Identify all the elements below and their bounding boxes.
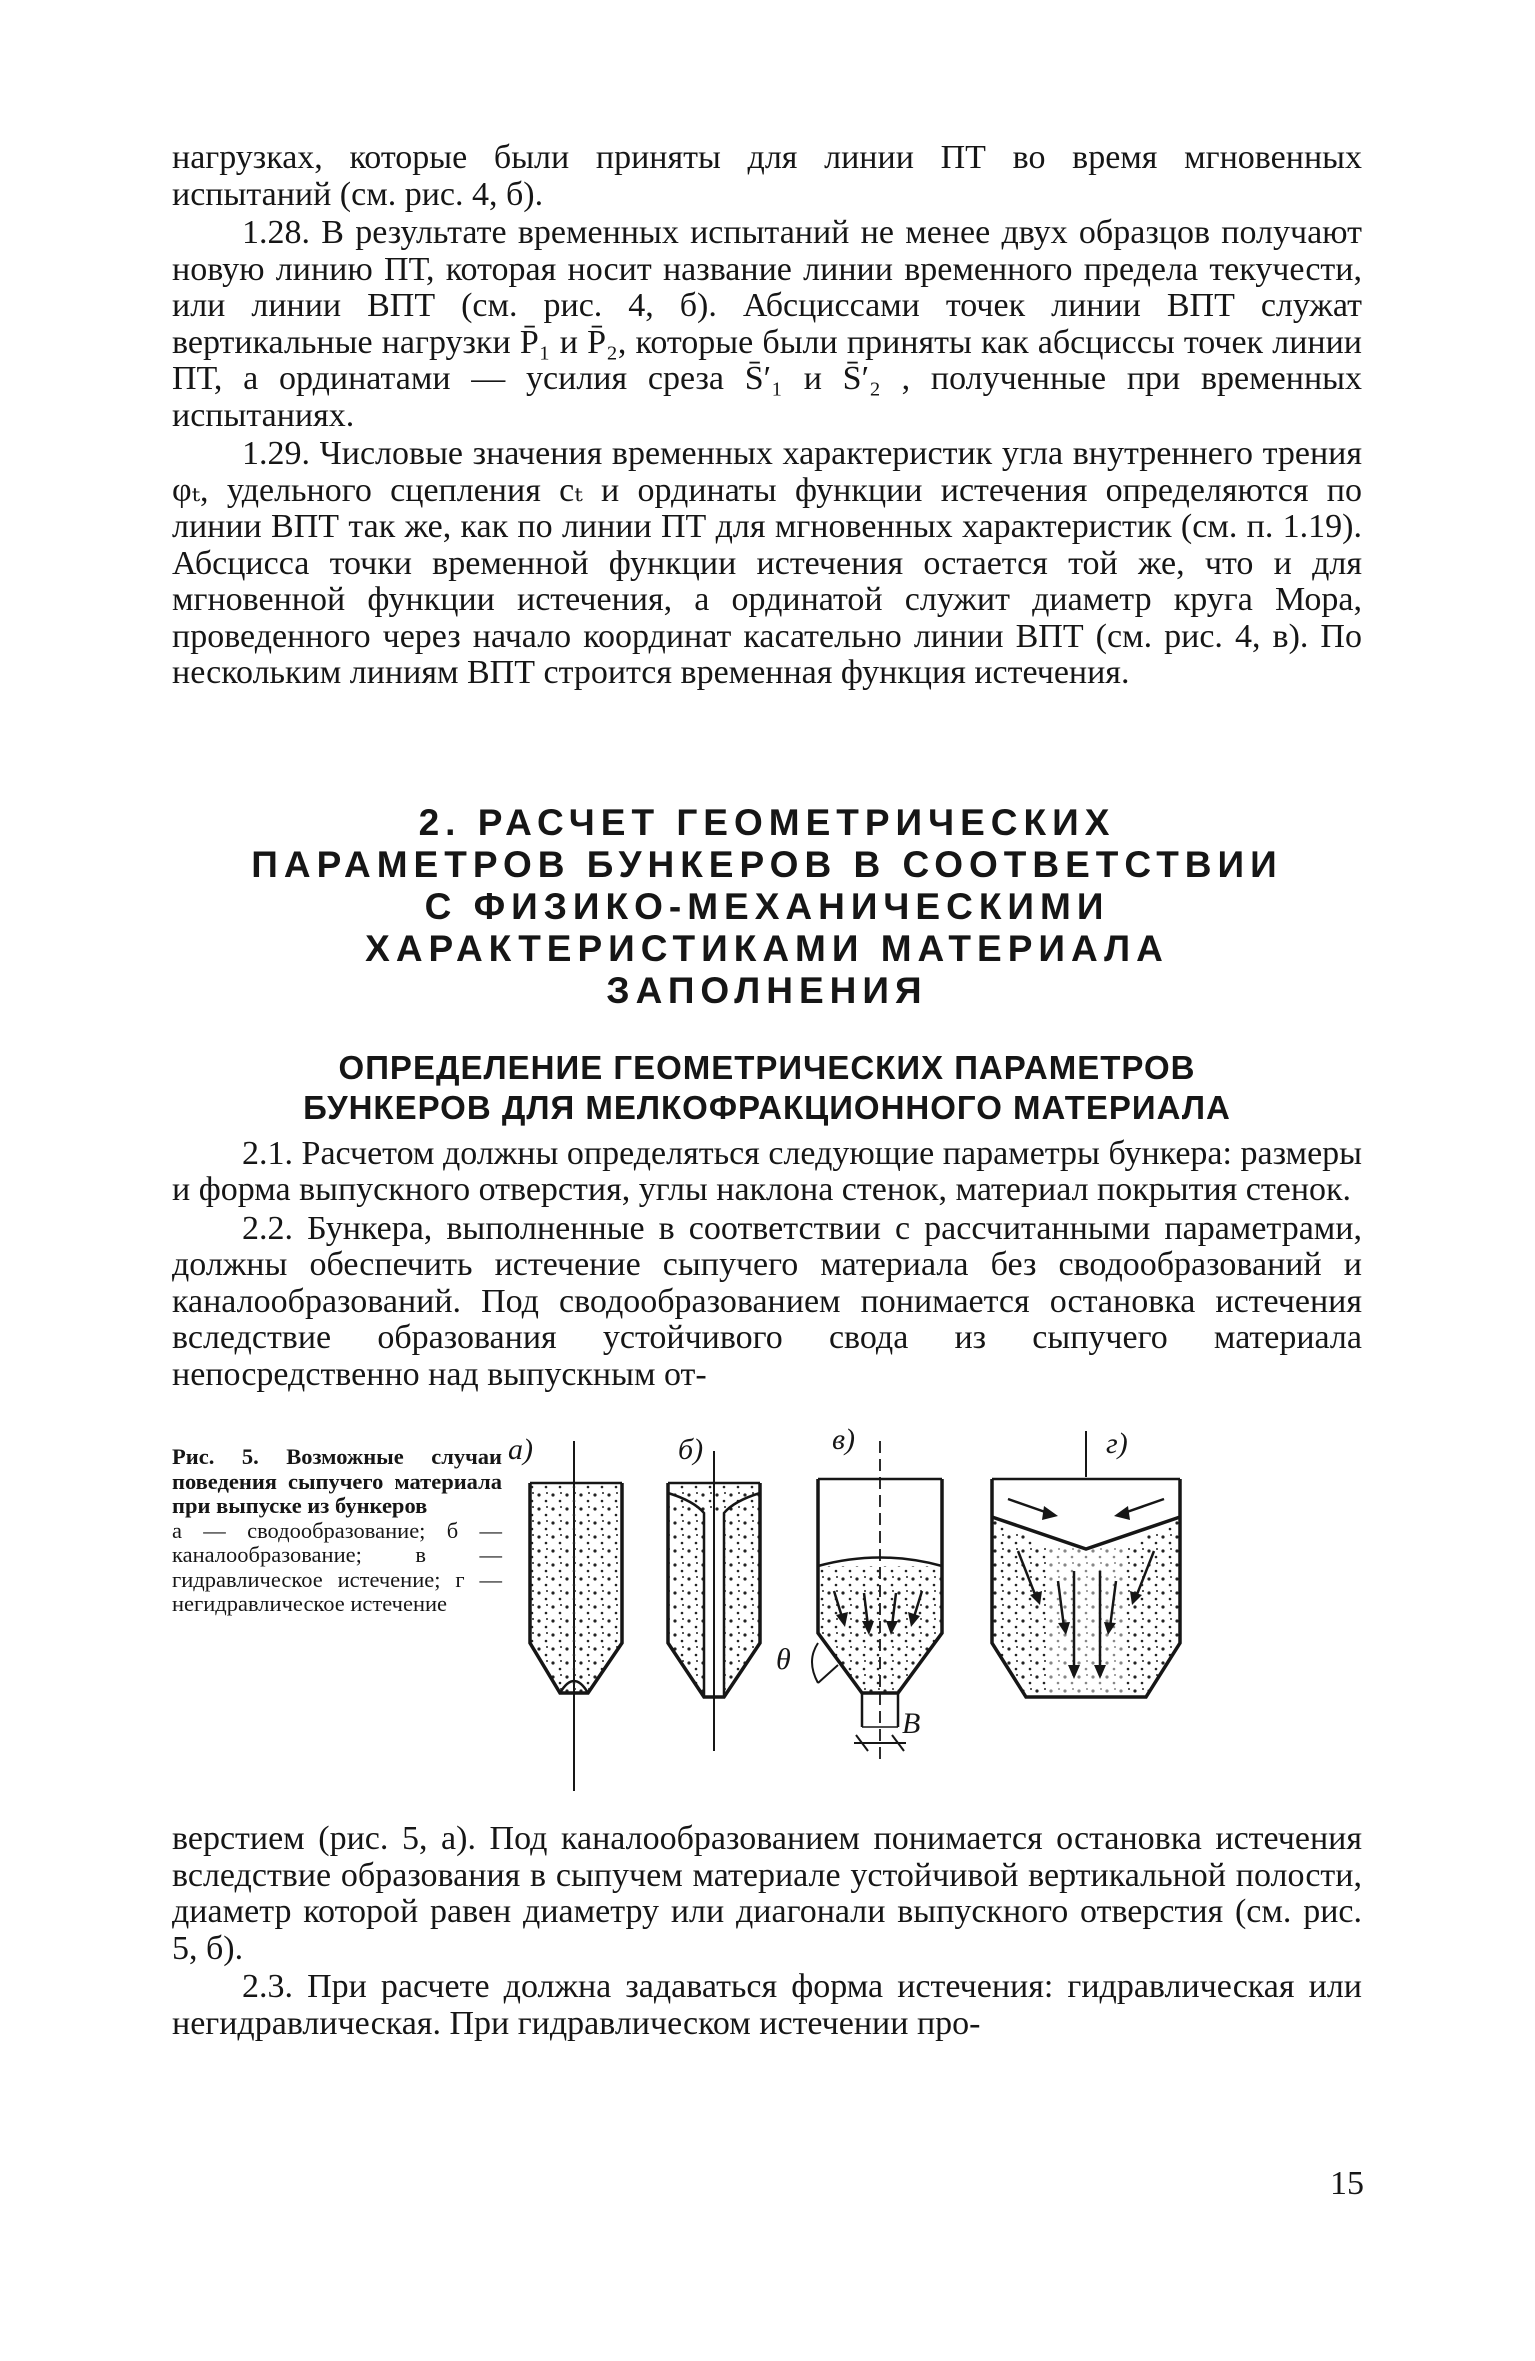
page-number: 15 [1330, 2165, 1364, 2202]
paragraph-continuation: нагрузках, которые были приняты для линии ПТ во время мгновенных испытаний (см. рис. 4, б). [172, 139, 1362, 213]
bunker-b-channeling [668, 1433, 760, 1751]
section-title-line: 2. РАСЧЕТ ГЕОМЕТРИЧЕСКИХ [418, 801, 1116, 843]
subsection-title-line: ОПРЕДЕЛЕНИЕ ГЕОМЕТРИЧЕСКИХ ПАРАМЕТРОВ [338, 1048, 1196, 1086]
figure-caption [172, 1445, 502, 1617]
figure-caption-legend: а — сводообразование; б — каналообразование; в — гидравлическое истечение; г — негидравлическое истечение [172, 1517, 502, 1616]
section-title-line: С ФИЗИКО-МЕХАНИЧЕСКИМИ [424, 885, 1110, 927]
figure-caption-title: Рис. 5. Возможные случаи поведения сыпучего материала при выпуске из бункеров [172, 1444, 502, 1518]
subsection-title-line: БУНКЕРОВ ДЛЯ МЕЛКОФРАКЦИОННОГО МАТЕРИАЛА [303, 1088, 1231, 1126]
theta-label: θ [776, 1643, 791, 1676]
bunker-a-arching [508, 1433, 622, 1791]
paragraph-2-1: 2.1. Расчетом должны определяться следующие параметры бункера: размеры и форма выпускного отверстия, углы наклона стенок, материал покрытия стенок. [172, 1134, 1362, 1208]
bunker-g-nonhydraulic [992, 1427, 1180, 1697]
paragraph-1-28: 1.28. В результате временных испытаний не менее двух образцов получают новую линию ПТ, которая носит название линии временного предела текучести, или линии ВПТ (см. рис. 4, б). Абсциссами точек линии ВПТ служат вертикальные нагрузки P̄₁ и P̄₂, которые были приняты как абсциссы точек линии ПТ, а ординатами — усилия среза S̄′₁ и S̄′₂ , полученные при временных испытаниях. [172, 214, 1362, 434]
label-v: в) [832, 1423, 856, 1456]
label-g: г) [1106, 1427, 1128, 1460]
paragraph-2-2: 2.2. Бункера, выполненные в соответствии с рассчитанными параметрами, должны обеспечить истечение сыпучего материала без сводообразований и каналообразований. Под сводообразованием понимается остановка истечения вследствие образования устойчивого свода из сыпучего материала непосредственно над выпускным от- [172, 1209, 1362, 1393]
bunker-v-hydraulic [776, 1423, 942, 1761]
paragraph-1-29: 1.29. Числовые значения временных характеристик угла внутреннего трения φₜ, удельного сцепления cₜ и ординаты функции истечения определяются по линии ВПТ так же, как по линии ПТ для мгновенных характеристик (см. п. 1.19). Абсцисса точки временной функции истечения остается той же, что и для мгновенной функции истечения, а ординатой служит диаметр круга Мора, проведенного через начало координат касательно линии ВПТ (см. рис. 4, в). По нескольким линиям ВПТ строится временная функция истечения. [172, 435, 1362, 691]
b-label: В [902, 1707, 921, 1740]
subsection-title [172, 1048, 1362, 1128]
page-body [172, 140, 1362, 2042]
figure-5 [172, 1421, 1362, 1807]
section-title [172, 802, 1362, 1012]
section-title-line: ЗАПОЛНЕНИЯ [606, 969, 928, 1011]
label-b: б) [678, 1433, 704, 1466]
section-title-line: ПАРАМЕТРОВ БУНКЕРОВ В СООТВЕТСТВИИ [251, 843, 1283, 885]
bunker-figure [508, 1421, 1362, 1801]
label-a: а) [508, 1433, 533, 1466]
section-title-line: ХАРАКТЕРИСТИКАМИ МАТЕРИАЛА [365, 927, 1169, 969]
paragraph-continuation-2: верстием (рис. 5, а). Под каналообразованием понимается остановка истечения вследствие образования в сыпучем материале устойчивой вертикальной полости, диаметр которой равен диаметру или диагонали выпускного отверстия (см. рис. 5, б). [172, 1820, 1362, 1967]
paragraph-2-3: 2.3. При расчете должна задаваться форма истечения: гидравлическая или негидравлическая. При гидравлическом истечении про- [172, 1968, 1362, 2042]
